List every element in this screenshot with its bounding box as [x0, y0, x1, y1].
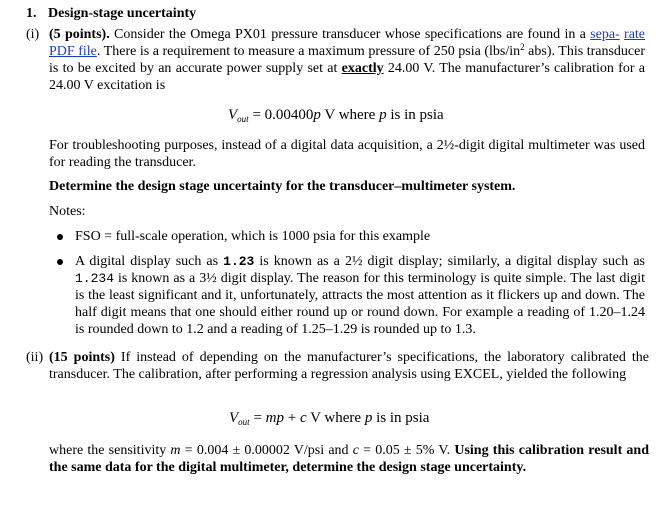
bullet-icon: [57, 234, 63, 240]
part2-result-paragraph: where the sensitivity m = 0.004 ± 0.00002 V/psi and c = 0.05 ± 5% V. Using this calibration result and the same data for the digital multimeter, determine the design stage uncertainty.: [49, 443, 649, 475]
pdf-link-b[interactable]: rate PDF file: [49, 27, 646, 59]
note-digital-display: A digital display such as 1.23 is known as a 2½ digit display; similarly, a digital display such as 1.234 is known as a 3½ digit display. The reason for this terminology is quite simple. The last digit is the least significant and it, unfortunately, attracts the most attention as it flickers up and down. The half digit means that one should either round up or round down. For example a reading of 1.20–1.24 is rounded down to 1.2 and a reading of 1.25–1.29 is rounded up to 1.3.: [75, 254, 645, 337]
exactly-word: exactly: [341, 61, 384, 76]
notes-label: Notes:: [49, 204, 86, 219]
note-fso: FSO = full-scale operation, which is 1000 psia for this example: [75, 229, 431, 244]
task-1: Determine the design stage uncertainty for the transducer–multimeter system.: [49, 179, 516, 194]
section-number: 1.: [26, 6, 37, 21]
equation-2: $V_{out}$ = mp + c V where p is in psia: [229, 410, 430, 427]
code-sample-2: 1.234: [75, 271, 115, 286]
part1-text-a: Consider the Omega PX01 pressure transducer whose specifications are found in a: [114, 27, 591, 42]
section-title: Design-stage uncertainty: [48, 6, 197, 21]
part-label-ii: (ii): [26, 350, 44, 365]
bullet-icon: [57, 259, 63, 265]
equation-1: $V_{out} = 0.00400p$ V where p is in psia: [228, 107, 444, 124]
part1-paragraph: [49, 26, 645, 94]
part-label-i: (i): [26, 27, 40, 42]
troubleshooting-paragraph: For troubleshooting purposes, instead of a digital data acquisition, a 2½-digit digital multimeter was used for reading the transducer.: [49, 138, 645, 170]
code-sample-1: 1.23: [223, 254, 255, 269]
part1-sup: 2: [520, 42, 525, 52]
part1-points: (5 points).: [49, 27, 110, 42]
part1-text-b: . There is a requirement to measure a maximum pressure of 250 psia (lbs/in: [96, 44, 521, 59]
pdf-link-a[interactable]: sepa-: [590, 27, 620, 42]
task-2: Using this calibration result and the same data for the digital multimeter, determine the design stage uncertainty.: [49, 443, 649, 475]
part2-points: (15 points): [49, 350, 115, 365]
part1-text-c: abs). This transducer is to be excited by an accurate power supply set at: [49, 44, 646, 76]
part1-text-d: 24.00 V. The manufacturer’s calibration for a 24.00 V excitation is: [49, 61, 645, 93]
part2-paragraph: (15 points) If instead of depending on the manufacturer’s specifications, the laboratory calibrated the transducer. The calibration, after performing a regression analysis using EXCEL, yielded the following: [49, 350, 649, 382]
